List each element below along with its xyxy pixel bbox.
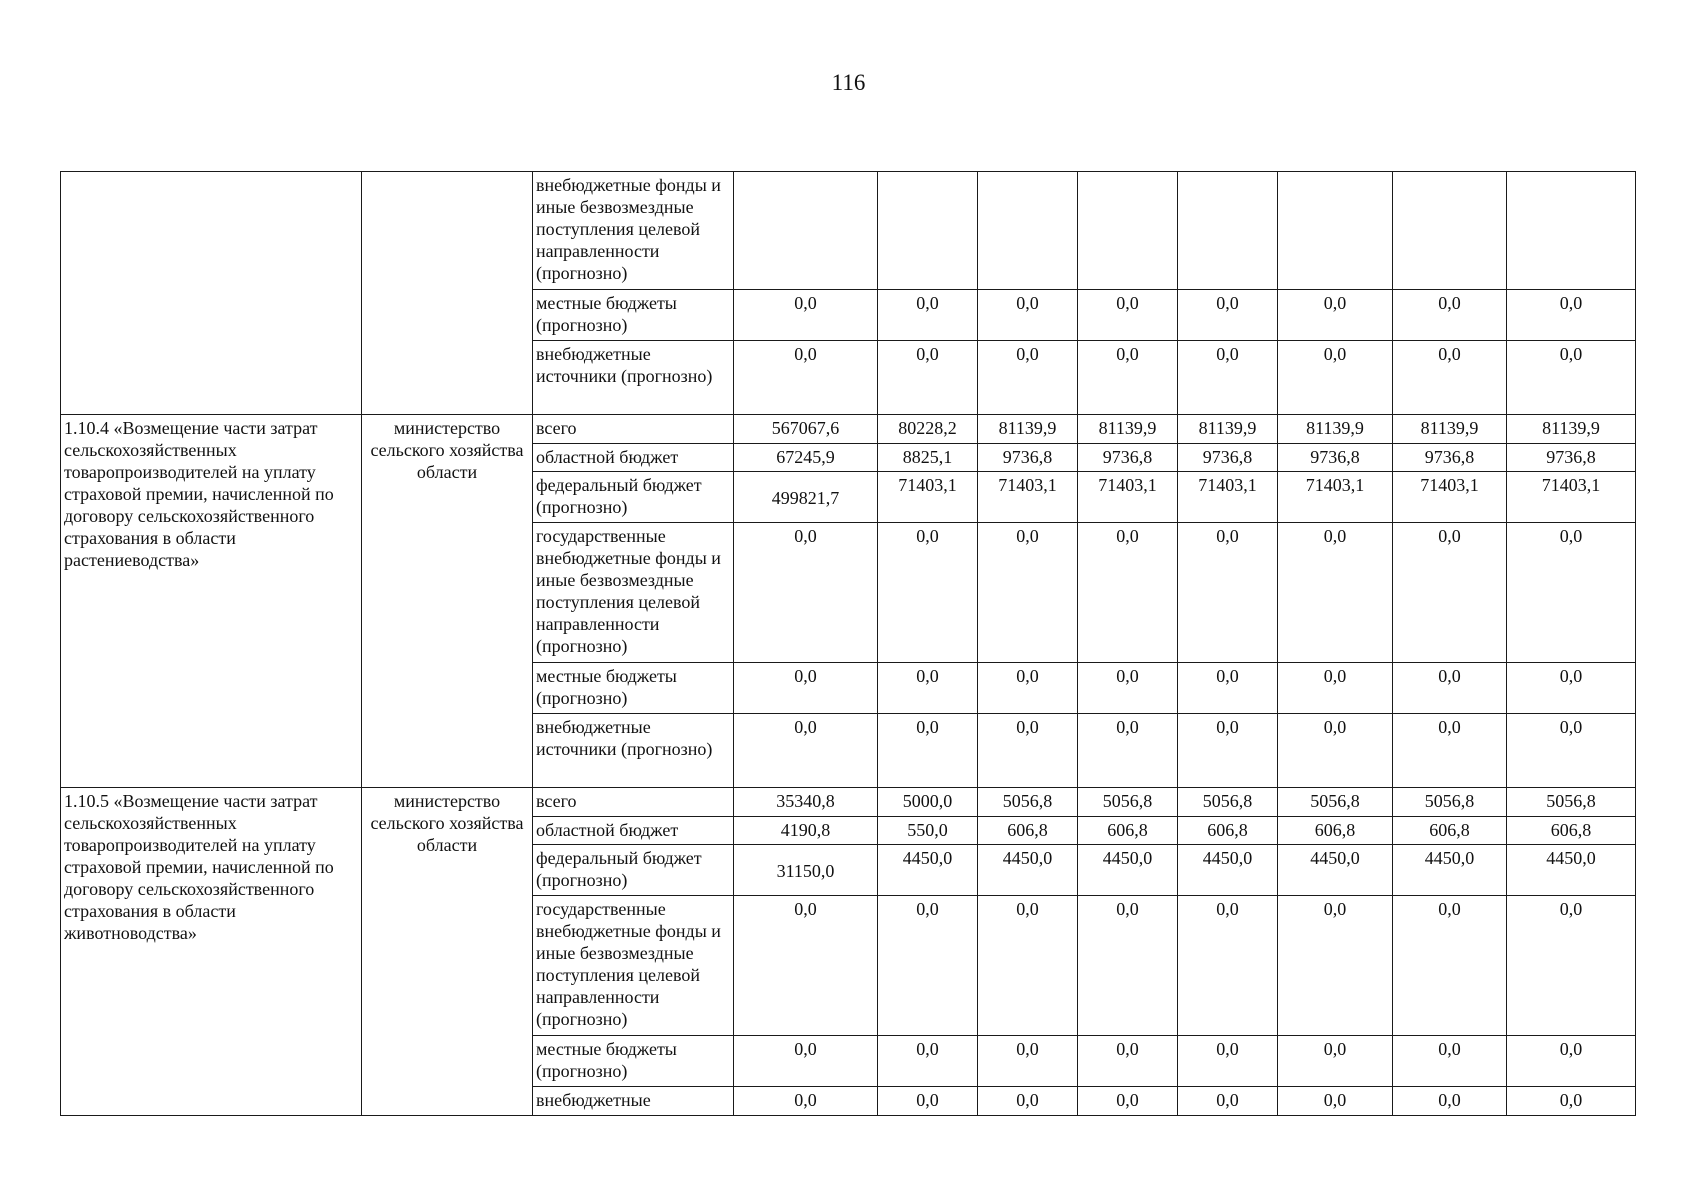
value-cell: 4450,0: [878, 845, 978, 896]
continued-measure-cell: [61, 172, 362, 415]
value-cell: 0,0: [1507, 1036, 1636, 1087]
value-cell: 0,0: [1278, 523, 1393, 663]
value-cell: 81139,9: [1393, 415, 1507, 444]
value-cell: 8825,1: [878, 444, 978, 472]
value-cell: 0,0: [878, 714, 978, 788]
value-cell: 5056,8: [1278, 788, 1393, 817]
value-cell: 0,0: [734, 1036, 878, 1087]
measure-name: 1.10.5 «Возмещение части затрат сельскохозяйственных товаропроизводителей на уплату страховой премии, начисленной по договору сельскохозяйственного страхования в области животноводства»: [61, 788, 362, 1116]
table-row: [61, 788, 1636, 817]
funding-source-label: внебюджетные источники (прогнозно): [533, 341, 734, 415]
value-cell: 0,0: [978, 1087, 1078, 1116]
value-cell: 0,0: [1278, 290, 1393, 341]
value-cell: 0,0: [734, 341, 878, 415]
funding-source-label: всего: [533, 415, 734, 444]
measure-name: 1.10.4 «Возмещение части затрат сельскохозяйственных товаропроизводителей на уплату страховой премии, начисленной по договору сельскохозяйственного страхования в области растениеводства»: [61, 415, 362, 788]
value-cell: 4450,0: [978, 845, 1078, 896]
value-cell: 9736,8: [1393, 444, 1507, 472]
value-cell: 71403,1: [1507, 472, 1636, 523]
funding-source-label: местные бюджеты (прогнозно): [533, 663, 734, 714]
value-cell: 0,0: [1507, 523, 1636, 663]
value-cell: [1278, 172, 1393, 290]
value-cell: 4450,0: [1078, 845, 1178, 896]
value-cell: 0,0: [1178, 1087, 1278, 1116]
value-cell: 0,0: [978, 290, 1078, 341]
value-cell: 0,0: [1278, 714, 1393, 788]
value-cell: 0,0: [1178, 896, 1278, 1036]
value-cell: 0,0: [734, 523, 878, 663]
value-cell: 606,8: [1278, 817, 1393, 845]
value-cell: 0,0: [978, 896, 1078, 1036]
value-cell: 0,0: [1178, 663, 1278, 714]
value-cell: 0,0: [1507, 290, 1636, 341]
value-cell: 0,0: [878, 663, 978, 714]
value-cell: 0,0: [878, 341, 978, 415]
value-cell: 4190,8: [734, 817, 878, 845]
value-cell: 71403,1: [878, 472, 978, 523]
value-cell: 0,0: [978, 523, 1078, 663]
value-cell: 71403,1: [978, 472, 1078, 523]
value-cell: 0,0: [1078, 1087, 1178, 1116]
value-cell: 9736,8: [1178, 444, 1278, 472]
value-cell: 0,0: [978, 1036, 1078, 1087]
funding-source-label: внебюджетные источники (прогнозно): [533, 714, 734, 788]
value-cell: 0,0: [978, 714, 1078, 788]
value-cell: 0,0: [1178, 290, 1278, 341]
value-cell: 0,0: [734, 1087, 878, 1116]
value-cell: 0,0: [1393, 896, 1507, 1036]
funding-source-label: областной бюджет: [533, 444, 734, 472]
value-cell: 0,0: [878, 1036, 978, 1087]
value-cell: 0,0: [1078, 896, 1178, 1036]
funding-source-label: государственные внебюджетные фонды и иные безвозмездные поступления целевой направленности (прогнозно): [533, 523, 734, 663]
value-cell: 0,0: [1393, 290, 1507, 341]
funding-source-label: федеральный бюджет (прогнозно): [533, 472, 734, 523]
value-cell: 81139,9: [1178, 415, 1278, 444]
responsible-executor: министерство сельского хозяйства области: [362, 788, 533, 1116]
value-cell: [1078, 172, 1178, 290]
value-cell: 4450,0: [1507, 845, 1636, 896]
value-cell: [878, 172, 978, 290]
value-cell: 0,0: [1507, 341, 1636, 415]
value-cell: 0,0: [1507, 1087, 1636, 1116]
value-cell: 0,0: [1393, 523, 1507, 663]
value-cell: 5056,8: [1393, 788, 1507, 817]
value-cell: 0,0: [1278, 1087, 1393, 1116]
table-row: [61, 415, 1636, 444]
value-cell: 9736,8: [1078, 444, 1178, 472]
value-cell: 81139,9: [978, 415, 1078, 444]
value-cell: 0,0: [878, 290, 978, 341]
value-cell: 499821,7: [734, 472, 878, 523]
value-cell: 606,8: [1178, 817, 1278, 845]
value-cell: 0,0: [1393, 341, 1507, 415]
value-cell: 5000,0: [878, 788, 978, 817]
budget-table: [60, 171, 1636, 1116]
value-cell: 0,0: [1393, 663, 1507, 714]
value-cell: [1393, 172, 1507, 290]
value-cell: 0,0: [1178, 714, 1278, 788]
value-cell: 567067,6: [734, 415, 878, 444]
value-cell: 0,0: [1278, 1036, 1393, 1087]
value-cell: 4450,0: [1278, 845, 1393, 896]
funding-source-label: государственные внебюджетные фонды и иные безвозмездные поступления целевой направленности (прогнозно): [533, 896, 734, 1036]
funding-source-label: федеральный бюджет (прогнозно): [533, 845, 734, 896]
value-cell: 81139,9: [1278, 415, 1393, 444]
value-cell: 0,0: [878, 896, 978, 1036]
value-cell: [1178, 172, 1278, 290]
value-cell: 67245,9: [734, 444, 878, 472]
continued-responsible-cell: [362, 172, 533, 415]
value-cell: 0,0: [1178, 341, 1278, 415]
value-cell: 0,0: [978, 663, 1078, 714]
value-cell: 0,0: [1078, 341, 1178, 415]
value-cell: 9736,8: [1278, 444, 1393, 472]
value-cell: 0,0: [734, 663, 878, 714]
value-cell: 606,8: [1393, 817, 1507, 845]
value-cell: 5056,8: [978, 788, 1078, 817]
value-cell: 81139,9: [1507, 415, 1636, 444]
value-cell: 606,8: [1507, 817, 1636, 845]
value-cell: [1507, 172, 1636, 290]
page-number: 116: [831, 70, 866, 95]
table-row: [61, 172, 1636, 290]
value-cell: 9736,8: [1507, 444, 1636, 472]
responsible-executor: министерство сельского хозяйства области: [362, 415, 533, 788]
funding-source-label: местные бюджеты (прогнозно): [533, 290, 734, 341]
value-cell: 4450,0: [1178, 845, 1278, 896]
value-cell: 0,0: [734, 714, 878, 788]
value-cell: [978, 172, 1078, 290]
value-cell: 0,0: [1078, 290, 1178, 341]
value-cell: 71403,1: [1393, 472, 1507, 523]
value-cell: [734, 172, 878, 290]
value-cell: 31150,0: [734, 845, 878, 896]
value-cell: 0,0: [1507, 896, 1636, 1036]
value-cell: 0,0: [1078, 523, 1178, 663]
value-cell: 71403,1: [1178, 472, 1278, 523]
value-cell: 0,0: [1507, 663, 1636, 714]
value-cell: 0,0: [1393, 1087, 1507, 1116]
value-cell: 0,0: [1278, 896, 1393, 1036]
value-cell: 81139,9: [1078, 415, 1178, 444]
value-cell: 5056,8: [1078, 788, 1178, 817]
value-cell: 0,0: [978, 341, 1078, 415]
value-cell: 0,0: [1178, 1036, 1278, 1087]
value-cell: 0,0: [1078, 663, 1178, 714]
value-cell: 0,0: [1393, 1036, 1507, 1087]
value-cell: 0,0: [1278, 663, 1393, 714]
value-cell: 35340,8: [734, 788, 878, 817]
value-cell: 4450,0: [1393, 845, 1507, 896]
value-cell: 0,0: [878, 1087, 978, 1116]
funding-source-label: внебюджетные: [533, 1087, 734, 1116]
value-cell: 0,0: [1178, 523, 1278, 663]
value-cell: 71403,1: [1278, 472, 1393, 523]
value-cell: 0,0: [1078, 714, 1178, 788]
funding-source-label: областной бюджет: [533, 817, 734, 845]
value-cell: 606,8: [1078, 817, 1178, 845]
funding-source-label: местные бюджеты (прогнозно): [533, 1036, 734, 1087]
value-cell: 80228,2: [878, 415, 978, 444]
value-cell: 0,0: [734, 896, 878, 1036]
funding-source-label: внебюджетные фонды и иные безвозмездные поступления целевой направленности (прогнозно): [533, 172, 734, 290]
value-cell: 550,0: [878, 817, 978, 845]
funding-source-label: всего: [533, 788, 734, 817]
value-cell: 5056,8: [1178, 788, 1278, 817]
value-cell: 71403,1: [1078, 472, 1178, 523]
value-cell: 0,0: [878, 523, 978, 663]
value-cell: 0,0: [1278, 341, 1393, 415]
value-cell: 606,8: [978, 817, 1078, 845]
value-cell: 9736,8: [978, 444, 1078, 472]
table-body: [61, 172, 1636, 1116]
value-cell: 0,0: [1078, 1036, 1178, 1087]
value-cell: 0,0: [1393, 714, 1507, 788]
value-cell: 0,0: [1507, 714, 1636, 788]
value-cell: 5056,8: [1507, 788, 1636, 817]
value-cell: 0,0: [734, 290, 878, 341]
